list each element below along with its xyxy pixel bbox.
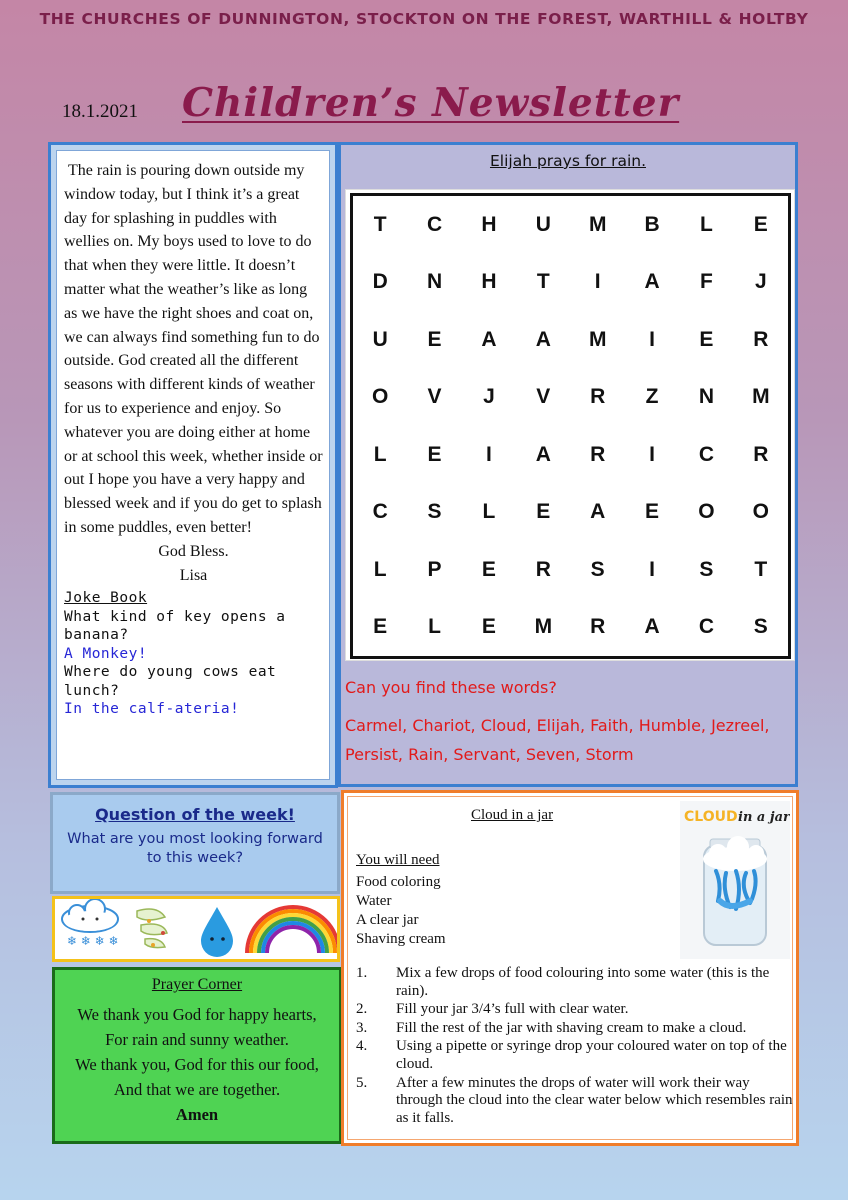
word-search-letter: N [698,385,715,409]
word-search-letter: R [590,615,606,639]
parish-header: THE CHURCHES OF DUNNINGTON, STOCKTON ON THE FOREST, WARTHILL & HOLTBY [39,10,809,28]
need-item: Food coloring [356,874,441,890]
word-search-letter: H [481,270,497,294]
prayer-line: We thank you God for happy hearts, [77,1005,317,1024]
craft-inner [347,796,793,1140]
question-of-week-text: What are you most looking forward to this week? [67,831,323,866]
craft-step [356,1075,796,1128]
word-search-letter: V [536,385,551,409]
blessing: God Bless. [158,542,229,560]
word-search-letter: J [483,385,495,409]
word-search-grid-frame [345,189,795,661]
wind-icon [137,909,167,948]
word-search-letter: M [752,385,770,409]
word-search-letter: E [645,500,660,524]
signature: Lisa [179,566,208,584]
prayer-line: For rain and sunny weather. [105,1030,289,1049]
word-search-letter: R [590,385,606,409]
word-search-letter: A [644,270,660,294]
word-search-letter: M [534,615,553,639]
word-search-letter: T [536,270,550,294]
word-search-letter: M [588,327,607,351]
word-search-letter: I [649,557,655,581]
newsletter-title: Children’s Newsletter [182,80,680,126]
word-search-letter: P [427,557,442,581]
craft-steps [356,965,796,1128]
word-search-letter: D [372,270,388,294]
word-search-letter: B [644,212,660,236]
word-search-letter: R [753,327,769,351]
word-search-letter: C [698,615,715,639]
word-search-letter: E [753,212,768,236]
step-text: Using a pipette or syringe drop your coloured water on top of the cloud. [396,1038,787,1072]
word-search-letter: I [649,327,655,351]
word-search-letter: O [698,500,715,524]
word-search-letter: H [481,212,497,236]
craft-step [356,1038,796,1073]
word-search-letter: U [535,212,551,236]
step-text: Fill your jar 3/4’s full with clear water. [396,1001,629,1018]
word-search-letter: E [427,442,442,466]
you-will-need-list [356,873,446,949]
word-search-letter: S [427,500,442,524]
word-search-letter: A [535,442,551,466]
word-search-letter: L [700,212,713,236]
you-will-need-title: You will need [356,852,440,868]
step-number: 2. [356,1001,368,1018]
craft-step [356,1020,796,1038]
question-of-week-panel [50,792,340,894]
word-search-title: Elijah prays for rain. [489,152,646,170]
prayer-corner-title: Prayer Corner [151,976,243,993]
story-inner [56,150,330,780]
word-search-letter: R [753,442,769,466]
word-search-letter: R [535,557,551,581]
cloud-in-jar-image [680,801,790,959]
word-search-letter: A [535,327,551,351]
joke-answer: In the calf-ateria! [64,701,240,718]
joke-answer: A Monkey! [64,645,148,662]
joke-book-title: Joke Book [64,590,148,607]
word-search-letter: M [588,212,607,236]
word-search-letter: C [372,500,388,524]
step-number: 1. [356,965,368,981]
craft-title: Cloud in a jar [471,807,554,823]
word-search-grid [350,193,791,659]
prayer-line: And that we are together. [113,1080,281,1099]
craft-step [356,1001,796,1019]
step-number: 5. [356,1074,368,1091]
word-search-letter: E [481,615,496,639]
word-search-letter: O [372,385,389,409]
word-search-letter: N [426,270,443,294]
question-of-week-title: Question of the week! [95,805,295,824]
step-text: Fill the rest of the jar with shaving cream to make a cloud. [396,1019,747,1036]
story-text: The rain is pouring down outside my window today, but I think it’s a great day for splashing in puddles with wellies on. My boys used to love to do that when they were little. It doesn’t matter what the weather’s like as long as we have the right shoes and coat on, we can always find something fun to do outside. God created all the different seasons with different kinds of weather for us to experience and enjoy. So whatever you are doing either at home or at school this week, whether inside or out I hope you have a very happy and blessed week and if you do get to splash in some puddles, even better! [64,162,323,536]
story-panel [48,142,338,788]
word-search-letter: T [373,212,387,236]
word-search-letter: A [644,615,660,639]
jar-image-label-in-a-jar: in a jar [738,810,790,825]
prayer-amen: Amen [175,1105,219,1124]
word-search-letter: S [699,557,714,581]
word-search-letter: E [536,500,551,524]
word-search-letter: E [481,557,496,581]
snow-cloud-icon [62,899,119,948]
craft-panel [341,790,799,1146]
prayer-line: We thank you, God for this our food, [75,1055,319,1074]
word-search-letter: I [486,442,492,466]
word-search-letter: F [700,270,713,294]
word-search-letter: R [590,442,606,466]
word-search-letter: S [753,615,768,639]
word-search-letter: U [372,327,388,351]
word-search-letter: E [373,615,388,639]
weather-pictures-strip [52,896,340,962]
step-text: After a few minutes the drops of water will work their way through the cloud into the clear water below which resembles rain as it falls. [396,1074,793,1126]
word-search-letter: V [427,385,442,409]
need-item: Water [356,893,392,909]
word-search-letter: J [754,270,767,294]
rainbow-icon [247,907,337,953]
word-search-letter: L [373,442,387,466]
jar-image-label-cloud: CLOUD [684,809,738,825]
raindrop-icon [201,907,233,957]
joke-question: What kind of key opens a banana? [64,608,286,644]
joke-question: Where do young cows eat lunch? [64,664,277,699]
word-search-letter: L [482,500,496,524]
prayer-corner-panel [52,967,342,1144]
word-search-letter: L [428,615,441,639]
word-search-word-list: Carmel, Chariot, Cloud, Elijah, Faith, Humble, Jezreel, Persist, Rain, Servant, Seven, Storm [345,716,770,764]
need-item: A clear jar [356,912,419,928]
svg-text:❄ ❄ ❄ ❄: ❄ ❄ ❄ ❄ [67,934,119,948]
word-search-letter: Z [645,385,659,409]
step-number: 3. [356,1019,368,1036]
word-search-letter: E [427,327,442,351]
word-search-panel [338,142,798,787]
word-search-prompt: Can you find these words? [345,678,557,697]
word-search-letter: S [590,557,605,581]
need-item: Shaving cream [356,931,446,947]
word-search-letter: A [481,327,497,351]
word-search-letter: T [754,557,768,581]
step-text: Mix a few drops of food colouring into some water (this is the rain). [396,965,770,999]
word-search-letter: E [699,327,714,351]
word-search-letter: O [752,500,769,524]
craft-step [356,965,796,1000]
word-search-letter: I [594,270,601,294]
word-search-letter: C [698,442,715,466]
word-search-letter: A [590,500,606,524]
step-number: 4. [356,1038,368,1055]
word-search-letter: C [426,212,443,236]
issue-date: 18.1.2021 [62,101,138,122]
word-search-letter: I [649,442,655,466]
word-search-letter: L [373,557,387,581]
